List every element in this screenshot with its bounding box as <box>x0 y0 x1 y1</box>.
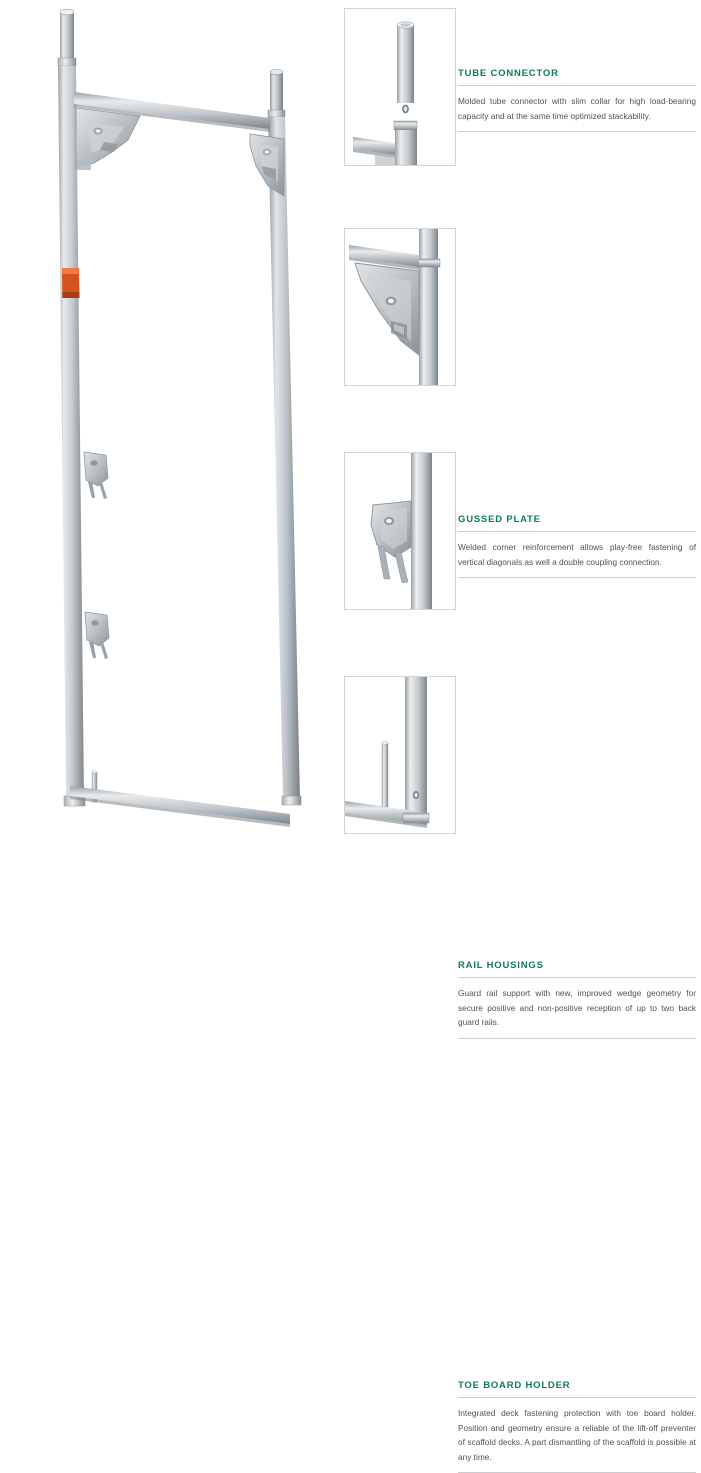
scaffold-frame-illustration <box>0 0 336 865</box>
feature-text-tube-connector <box>458 68 696 132</box>
feature-item-rail-housings <box>336 452 701 1027</box>
feature-item-tube-connector <box>336 8 701 208</box>
gussed-plate-detail-image <box>344 228 456 386</box>
feature-title: TUBE CONNECTOR <box>458 68 696 86</box>
feature-list <box>336 0 701 1462</box>
bottom-ledger <box>70 786 290 827</box>
feature-text-toe-board-holder <box>458 1380 696 1473</box>
tube-connector-detail-image <box>344 8 456 166</box>
feature-text-rail-housings <box>458 960 696 1039</box>
feature-body: Molded tube connector with slim collar for high load-bearing capacity and at the same time optimized stackability. <box>458 86 696 132</box>
feature-title: TOE BOARD HOLDER <box>458 1380 696 1398</box>
feature-title: RAIL HOUSINGS <box>458 960 696 978</box>
gusset-plate-right <box>250 134 284 196</box>
rail-housing-upper <box>84 452 108 499</box>
rail-housings-detail-image <box>344 452 456 610</box>
marker-band <box>62 268 80 298</box>
feature-body: Welded corner reinforcement allows play-free fastening of vertical diagonals as well a double coupling connection. <box>458 532 696 578</box>
feature-body: Guard rail support with new, improved wedge geometry for secure positive and non-positive reception of up to two back guard rails. <box>458 978 696 1039</box>
feature-title: GUSSED PLATE <box>458 514 696 532</box>
toe-board-holder-detail-image <box>344 676 456 834</box>
feature-item-gussed-plate <box>336 228 701 567</box>
frame-svg <box>0 0 336 865</box>
rail-housing-lower <box>85 612 109 659</box>
gusset-plate-left <box>76 108 140 170</box>
feature-body: Integrated deck fastening protection with toe board holder. Position and geometry ensure a reliable of the lift-off preventer of scaffold decks. A part dismantling of the scaffold is possible at any time. <box>458 1398 696 1473</box>
